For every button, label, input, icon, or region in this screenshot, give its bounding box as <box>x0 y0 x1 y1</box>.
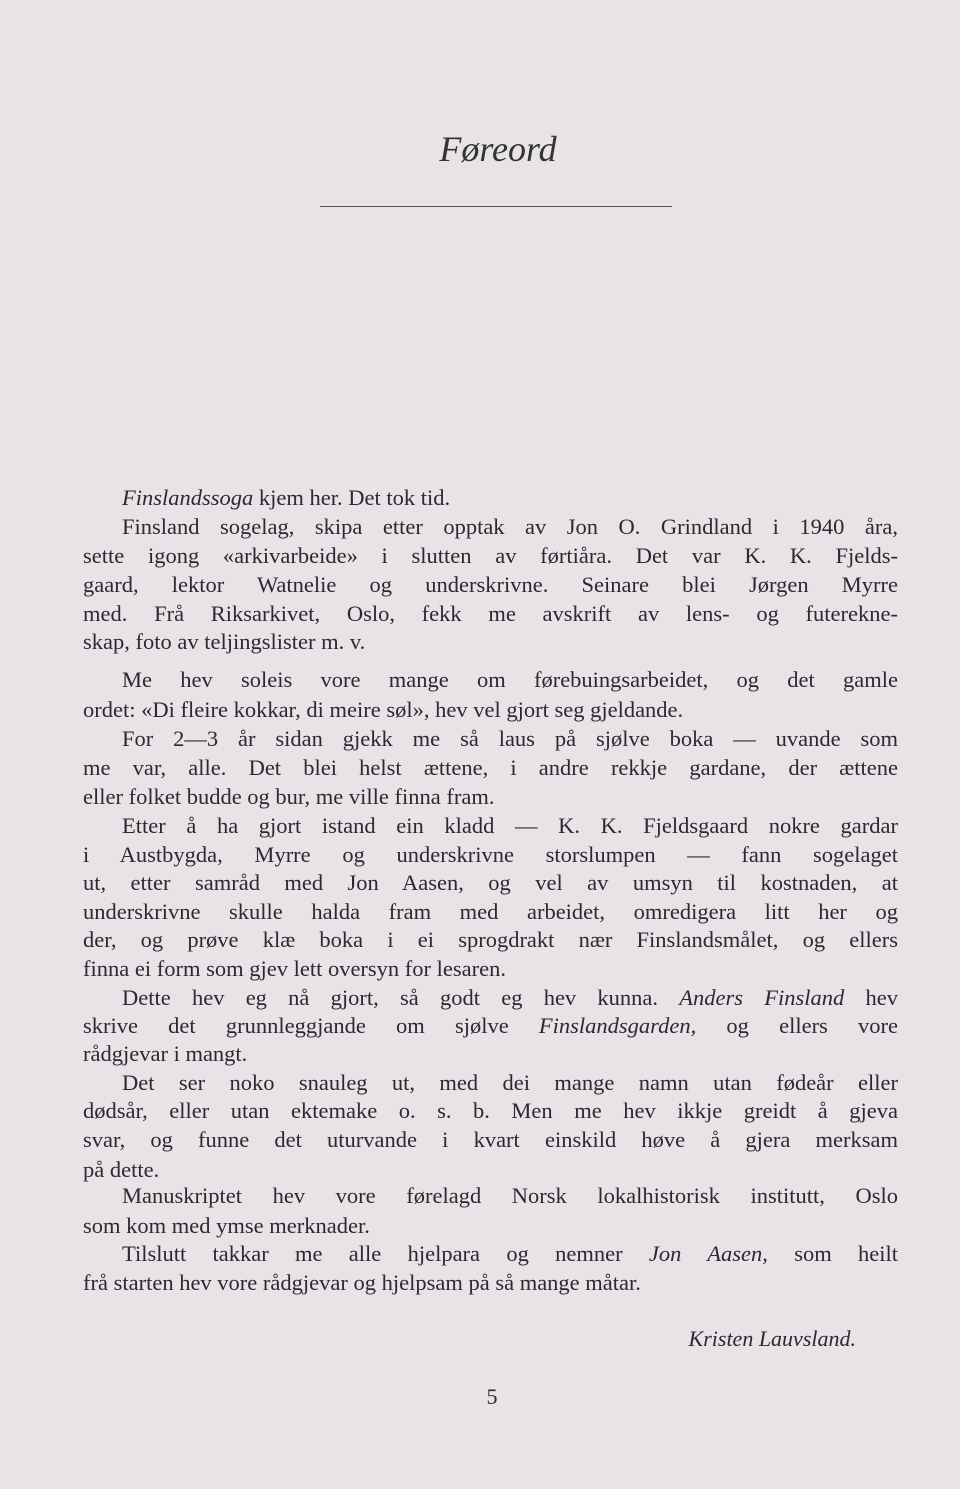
text-segment: dødsår, eller utan ektemake o. s. b. Men me hev ikkje greidt å gjeva <box>83 1098 898 1123</box>
text-segment: og ellers vore <box>696 1013 898 1038</box>
text-line <box>83 955 898 983</box>
text-segment: eller folket budde og bur, me ville finna fram. <box>83 784 495 809</box>
text-line <box>122 812 898 840</box>
text-segment: underskrivne skulle halda fram med arbeidet, omredigera litt her og <box>83 899 898 924</box>
text-line <box>83 600 898 628</box>
text-line <box>83 1156 898 1184</box>
text-line <box>122 1240 898 1268</box>
text-segment: sette igong «arkivarbeide» i slutten av førtiåra. Det var K. K. Fjelds- <box>83 543 898 568</box>
text-segment: kjem her. Det tok tid. <box>253 485 451 510</box>
text-line <box>83 754 898 782</box>
text-line <box>83 1126 898 1154</box>
text-line <box>83 628 898 656</box>
text-segment: gaard, lektor Watnelie og underskrivne. Seinare blei Jørgen Myrre <box>83 572 898 597</box>
text-segment: Etter å ha gjort istand ein kladd — K. K. Fjeldsgaard nokre gardar <box>122 813 898 838</box>
text-segment: me var, alle. Det blei helst ættene, i andre rekkje gardane, der ættene <box>83 755 898 780</box>
text-segment: skrive det grunnleggjande om sjølve <box>83 1013 539 1038</box>
text-line <box>122 1069 898 1097</box>
text-line <box>122 725 898 753</box>
text-segment: i Austbygda, Myrre og underskrivne storslumpen — fann sogelaget <box>83 842 898 867</box>
text-line <box>83 926 898 954</box>
text-line <box>83 841 898 869</box>
text-line <box>83 783 898 811</box>
text-segment: frå starten hev vore rådgjevar og hjelpsam på så mange måtar. <box>83 1270 641 1295</box>
page-title: Føreord <box>439 129 557 169</box>
text-line <box>83 1212 898 1240</box>
text-segment: som kom med ymse merknader. <box>83 1213 370 1238</box>
text-line <box>83 1269 898 1297</box>
text-segment: Tilslutt takkar me alle hjelpara og nemner <box>122 1241 649 1266</box>
text-segment: som heilt <box>767 1241 898 1266</box>
text-segment: For 2—3 år sidan gjekk me så laus på sjølve boka — uvande som <box>122 726 898 751</box>
italic-text: Jon Aasen, <box>648 1241 768 1266</box>
signature: Kristen Lauvsland. <box>688 1326 856 1351</box>
text-line <box>122 484 898 512</box>
text-segment: Me hev soleis vore mange om førebuingsarbeidet, og det gamle <box>122 667 898 692</box>
text-line <box>83 1040 898 1068</box>
text-line <box>83 1012 898 1040</box>
text-segment: finna ei form som gjev lett oversyn for lesaren. <box>83 956 506 981</box>
text-segment: skap, foto av teljingslister m. v. <box>83 629 366 654</box>
title-divider <box>320 206 672 207</box>
text-segment: hev <box>844 985 898 1010</box>
page-number: 5 <box>486 1384 498 1409</box>
text-line <box>122 666 898 694</box>
text-segment: Det ser noko snauleg ut, med dei mange namn utan fødeår eller <box>122 1070 898 1095</box>
text-line <box>83 571 898 599</box>
text-segment: ut, etter samråd med Jon Aasen, og vel av umsyn til kostnaden, at <box>83 870 898 895</box>
text-line <box>83 1097 898 1125</box>
italic-text: Anders Finsland <box>679 985 845 1010</box>
text-segment: ordet: «Di fleire kokkar, di meire søl», hev vel gjort seg gjeldande. <box>83 697 684 722</box>
text-segment: Dette hev eg nå gjort, så godt eg hev kunna. <box>122 985 680 1010</box>
text-line <box>122 513 898 541</box>
text-segment: med. Frå Riksarkivet, Oslo, fekk me avskrift av lens- og futerekne- <box>83 601 898 626</box>
text-line <box>83 869 898 897</box>
text-line <box>122 1182 898 1210</box>
text-segment: på dette. <box>83 1157 160 1182</box>
text-segment: Finsland sogelag, skipa etter opptak av Jon O. Grindland i 1940 åra, <box>122 514 898 539</box>
italic-text: Finslandssoga <box>122 485 254 510</box>
italic-text: Finslandsgarden, <box>538 1013 697 1038</box>
text-segment: Manuskriptet hev vore førelagd Norsk lokalhistorisk institutt, Oslo <box>122 1183 898 1208</box>
text-line <box>122 984 898 1012</box>
text-segment: rådgjevar i mangt. <box>83 1041 248 1066</box>
text-line <box>83 542 898 570</box>
text-line <box>83 898 898 926</box>
text-line <box>83 696 898 724</box>
text-segment: svar, og funne det uturvande i kvart einskild høve å gjera merksam <box>83 1127 898 1152</box>
text-segment: der, og prøve klæ boka i ei sprogdrakt nær Finslandsmålet, og ellers <box>83 927 898 952</box>
